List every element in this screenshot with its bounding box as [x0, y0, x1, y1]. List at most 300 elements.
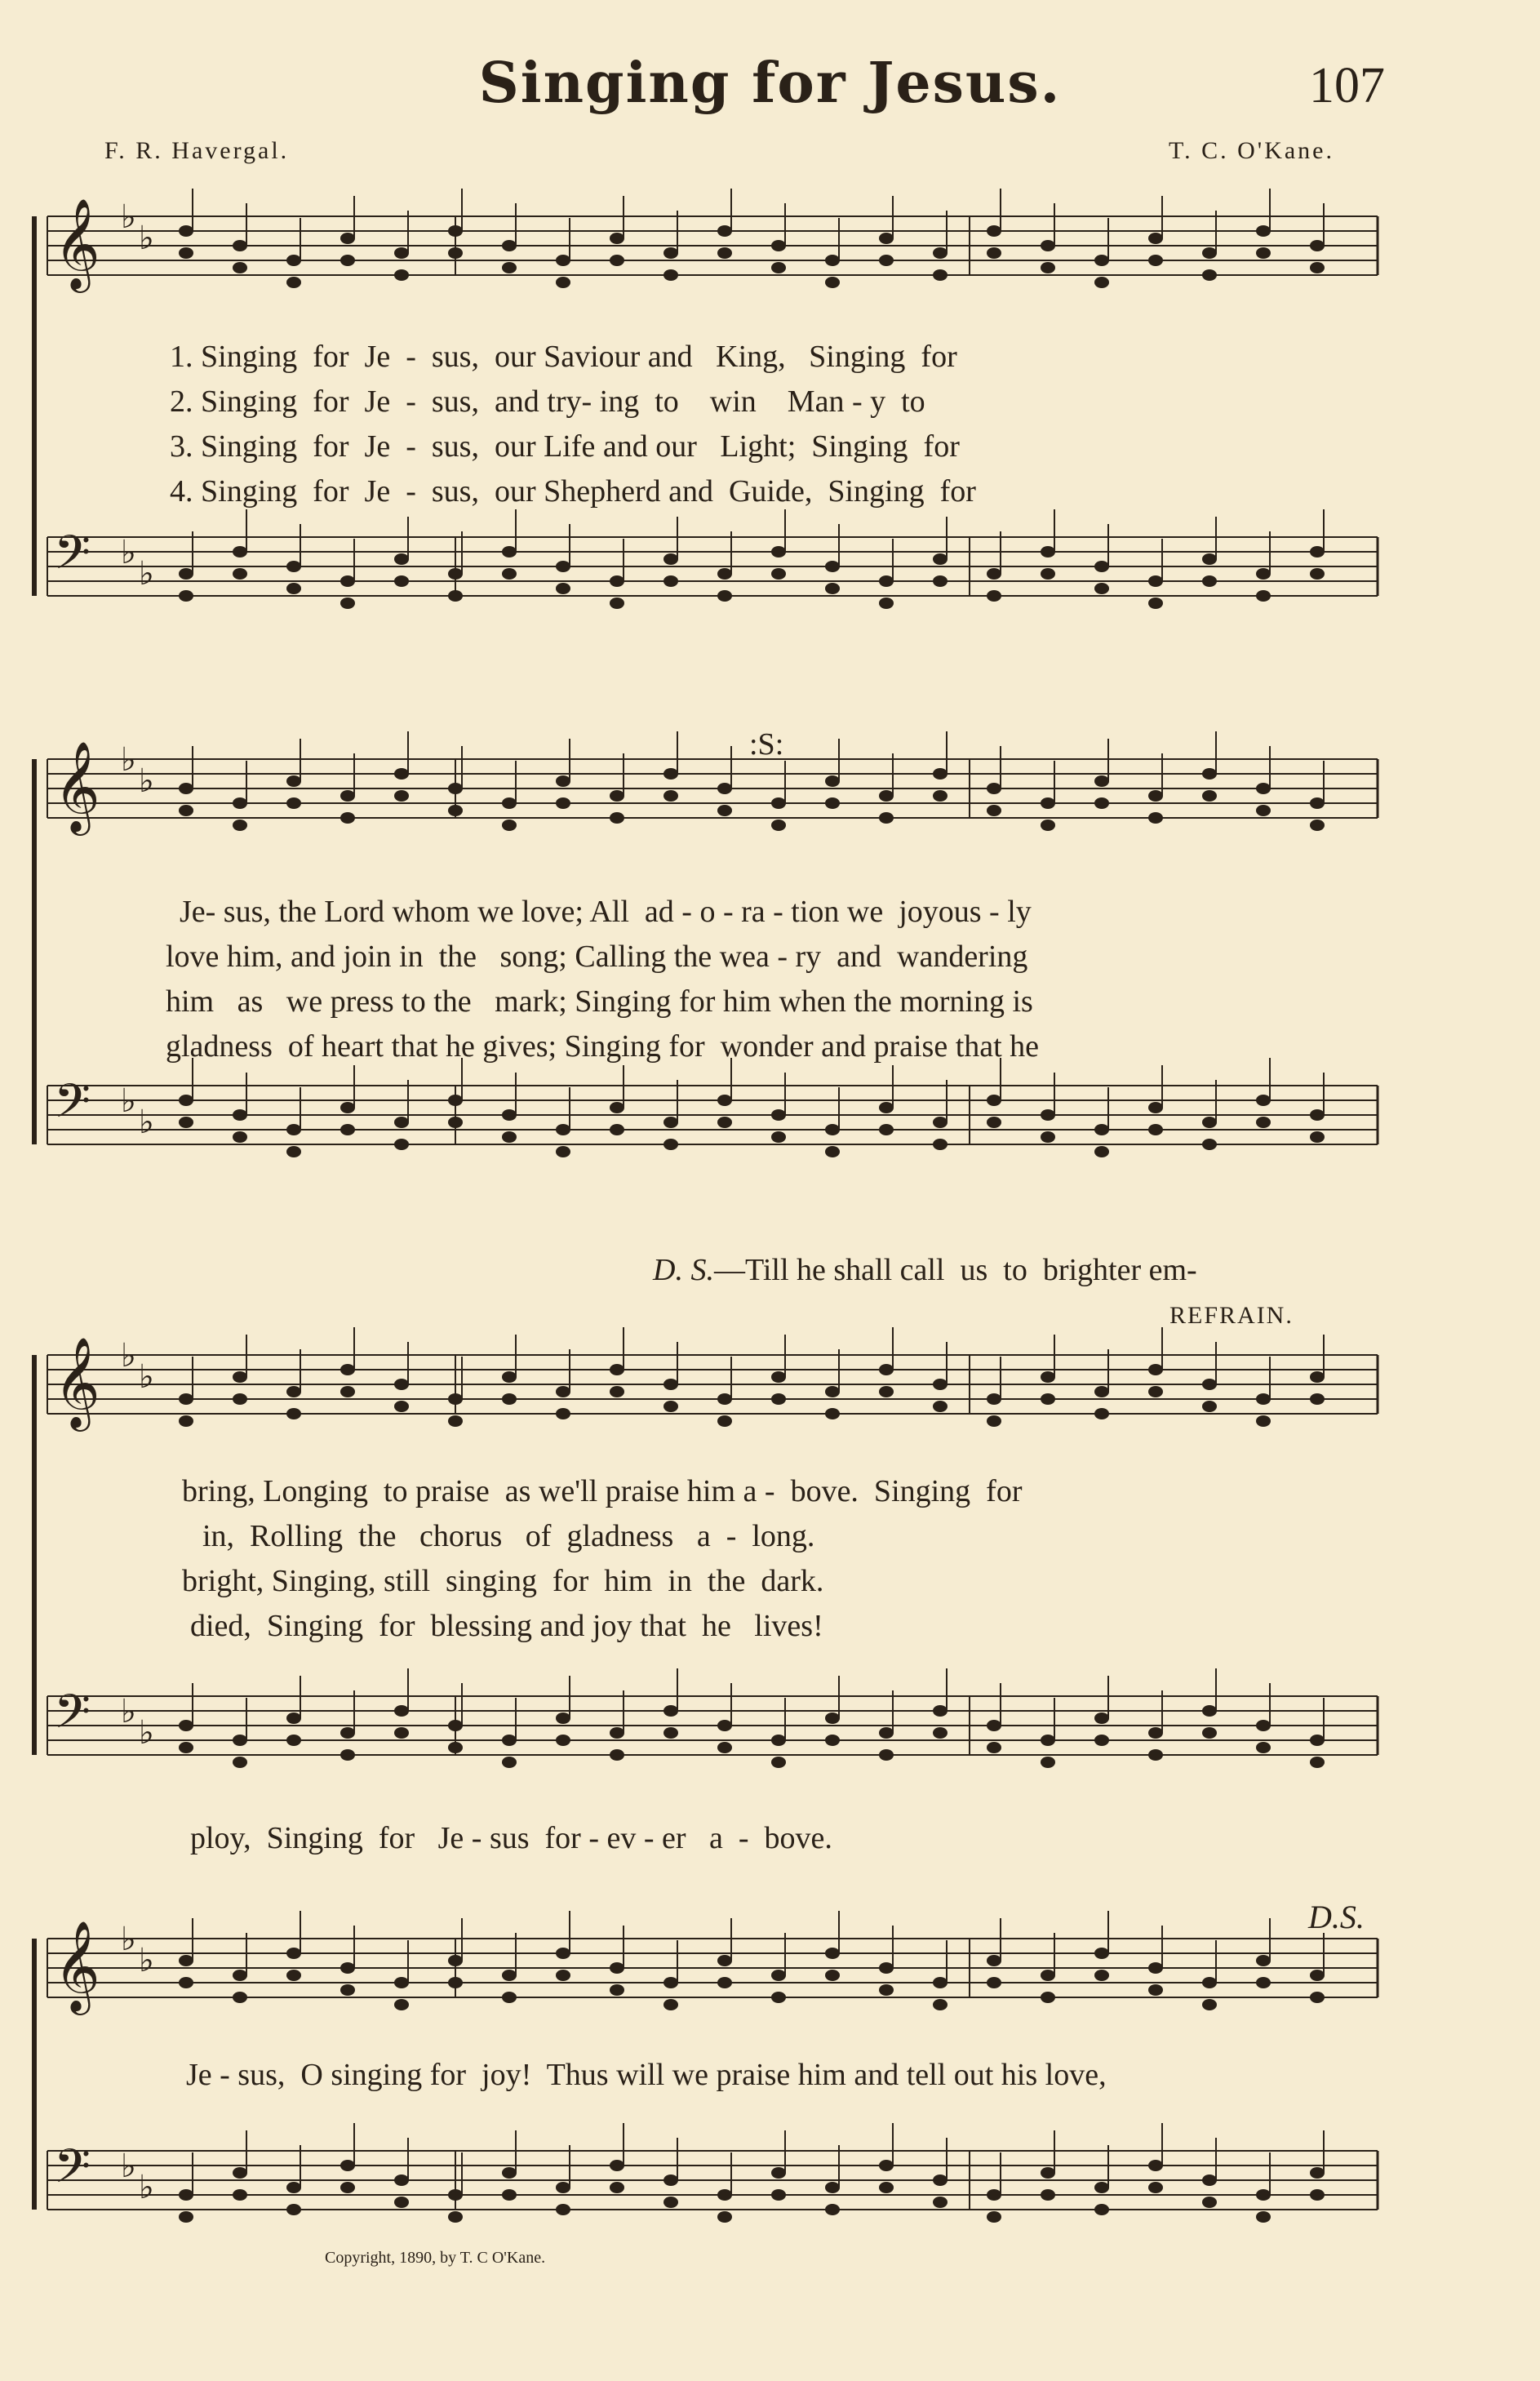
- notehead: [179, 247, 193, 259]
- notehead: [394, 1977, 409, 1988]
- notehead: [286, 1146, 301, 1157]
- notehead: [1310, 1371, 1325, 1383]
- notehead: [987, 590, 1001, 602]
- notehead: [825, 1146, 840, 1157]
- notehead: [1041, 1109, 1055, 1121]
- notehead: [1256, 1393, 1271, 1405]
- notehead: [1094, 1386, 1109, 1397]
- notehead: [1041, 1970, 1055, 1981]
- verse-line-3: bright, Singing, still singing for him in the dark.: [182, 1564, 824, 1598]
- notehead: [717, 2189, 732, 2201]
- notehead: [987, 1955, 1001, 1966]
- notehead: [771, 1393, 786, 1405]
- notehead: [933, 1379, 948, 1390]
- notehead: [1202, 1977, 1217, 1988]
- notehead: [1041, 797, 1055, 809]
- notehead: [1310, 820, 1325, 831]
- notehead: [663, 2197, 678, 2208]
- notehead: [1041, 2189, 1055, 2201]
- notehead: [717, 1742, 732, 1753]
- treble-clef-icon: 𝄞: [54, 1336, 100, 1428]
- notehead: [1041, 1131, 1055, 1143]
- notehead: [987, 225, 1001, 237]
- notehead: [879, 1962, 894, 1974]
- notehead: [340, 1102, 355, 1113]
- notehead: [987, 783, 1001, 794]
- composer-credit: T. C. O'Kane.: [1169, 137, 1334, 164]
- notehead: [286, 2204, 301, 2215]
- notehead: [1148, 812, 1163, 824]
- notehead: [987, 1117, 1001, 1128]
- notehead: [1094, 1948, 1109, 1959]
- notehead: [610, 1364, 624, 1375]
- notehead: [286, 1386, 301, 1397]
- notehead: [394, 1379, 409, 1390]
- notehead: [879, 790, 894, 802]
- segno-sign: :S:: [749, 727, 784, 762]
- notehead: [448, 590, 463, 602]
- notehead: [448, 1117, 463, 1128]
- notehead: [933, 1139, 948, 1150]
- notehead: [1148, 1386, 1163, 1397]
- notehead: [663, 1139, 678, 1150]
- notehead: [663, 1705, 678, 1717]
- flat-icon: ♭: [139, 555, 154, 593]
- bass-staff: [47, 509, 1378, 609]
- notehead: [771, 1109, 786, 1121]
- author-credit: F. R. Havergal.: [104, 137, 290, 164]
- notehead: [1148, 2182, 1163, 2193]
- notehead: [556, 583, 570, 594]
- notehead: [340, 1386, 355, 1397]
- notehead: [771, 797, 786, 809]
- bass-staff: [47, 2123, 1378, 2223]
- notehead: [663, 269, 678, 281]
- notehead: [1094, 1408, 1109, 1419]
- notehead: [663, 1379, 678, 1390]
- notehead: [1202, 1705, 1217, 1717]
- copyright-notice: Copyright, 1890, by T. C O'Kane.: [325, 2249, 546, 2267]
- notehead: [1094, 561, 1109, 572]
- notehead: [825, 1386, 840, 1397]
- notehead: [987, 247, 1001, 259]
- notehead: [502, 1393, 517, 1405]
- treble-staff: [47, 731, 1378, 836]
- notehead: [1041, 568, 1055, 580]
- notehead: [610, 1984, 624, 1996]
- notehead: [1094, 2182, 1109, 2193]
- notehead: [1256, 805, 1271, 816]
- notehead: [233, 1109, 247, 1121]
- notehead: [502, 1757, 517, 1768]
- notehead: [233, 240, 247, 251]
- notehead: [502, 1371, 517, 1383]
- notehead: [771, 1371, 786, 1383]
- notehead: [233, 1757, 247, 1768]
- notehead: [179, 1415, 193, 1427]
- notehead: [610, 1124, 624, 1135]
- notehead: [879, 2160, 894, 2171]
- ds-label: D. S.: [653, 1253, 714, 1287]
- notehead: [394, 553, 409, 565]
- notehead: [340, 1749, 355, 1761]
- notehead: [933, 2197, 948, 2208]
- notehead: [717, 247, 732, 259]
- notehead: [717, 2211, 732, 2223]
- notehead: [1041, 262, 1055, 273]
- notehead: [448, 225, 463, 237]
- notehead: [1148, 1749, 1163, 1761]
- notehead: [394, 247, 409, 259]
- notehead: [1202, 1139, 1217, 1150]
- notehead: [1148, 1102, 1163, 1113]
- notehead: [556, 255, 570, 266]
- notehead: [933, 1727, 948, 1739]
- notehead: [1202, 553, 1217, 565]
- notehead: [717, 1095, 732, 1106]
- notehead: [717, 805, 732, 816]
- notehead: [879, 255, 894, 266]
- notehead: [448, 1742, 463, 1753]
- refrain-label: REFRAIN.: [1169, 1302, 1294, 1329]
- treble-staff: [47, 1327, 1378, 1432]
- notehead: [1310, 2189, 1325, 2201]
- notehead: [771, 568, 786, 580]
- notehead: [1202, 1401, 1217, 1412]
- notehead: [1094, 775, 1109, 787]
- notehead: [610, 255, 624, 266]
- notehead: [179, 1393, 193, 1405]
- notehead: [717, 783, 732, 794]
- notehead: [987, 1720, 1001, 1731]
- notehead: [233, 1735, 247, 1746]
- notehead: [556, 1712, 570, 1724]
- notehead: [394, 1401, 409, 1412]
- notehead: [179, 1117, 193, 1128]
- notehead: [663, 1117, 678, 1128]
- notehead: [1310, 262, 1325, 273]
- notehead: [1148, 255, 1163, 266]
- flat-icon: ♭: [121, 741, 136, 779]
- notehead: [1256, 1720, 1271, 1731]
- notehead: [556, 797, 570, 809]
- notehead: [933, 768, 948, 780]
- notehead: [502, 1109, 517, 1121]
- notehead: [717, 1117, 732, 1128]
- notehead: [286, 1948, 301, 1959]
- notehead: [717, 590, 732, 602]
- notehead: [663, 2174, 678, 2186]
- notehead: [286, 1124, 301, 1135]
- notehead: [1041, 1735, 1055, 1746]
- notehead: [286, 561, 301, 572]
- notehead: [394, 1999, 409, 2010]
- notehead: [1202, 2174, 1217, 2186]
- notehead: [340, 1962, 355, 1974]
- notehead: [1094, 1146, 1109, 1157]
- notehead: [610, 1727, 624, 1739]
- verse-line-2: in, Rolling the chorus of gladness a - long.: [202, 1519, 815, 1553]
- ds-mark: D.S.: [1308, 1899, 1365, 1935]
- notehead: [556, 2204, 570, 2215]
- notehead: [771, 2189, 786, 2201]
- notehead: [663, 1727, 678, 1739]
- notehead: [556, 561, 570, 572]
- notehead: [663, 247, 678, 259]
- notehead: [663, 790, 678, 802]
- notehead: [286, 277, 301, 288]
- notehead: [1041, 1992, 1055, 2003]
- notehead: [233, 568, 247, 580]
- notehead: [987, 1393, 1001, 1405]
- notehead: [1256, 225, 1271, 237]
- notehead: [502, 2167, 517, 2179]
- notehead: [286, 583, 301, 594]
- notehead: [179, 1977, 193, 1988]
- notehead: [879, 597, 894, 609]
- ds-lyric-text: —Till he shall call us to brighter em-: [713, 1253, 1197, 1287]
- notehead: [233, 262, 247, 273]
- notehead: [286, 1408, 301, 1419]
- verse-line-1: bring, Longing to praise as we'll praise him a - bove. Singing for: [182, 1474, 1023, 1508]
- notehead: [987, 1977, 1001, 1988]
- notehead: [987, 1415, 1001, 1427]
- notehead: [771, 546, 786, 557]
- notehead: [394, 1727, 409, 1739]
- music-system-1: [31, 196, 1386, 653]
- notehead: [556, 1970, 570, 1981]
- notehead: [933, 1977, 948, 1988]
- notehead: [1148, 790, 1163, 802]
- notehead: [1310, 797, 1325, 809]
- notehead: [340, 812, 355, 824]
- notehead: [1148, 575, 1163, 587]
- notehead: [879, 812, 894, 824]
- notehead: [1256, 1977, 1271, 1988]
- notehead: [394, 1705, 409, 1717]
- notehead: [1094, 583, 1109, 594]
- notehead: [233, 2189, 247, 2201]
- notehead: [448, 805, 463, 816]
- notehead: [448, 1977, 463, 1988]
- notehead: [717, 568, 732, 580]
- notehead: [663, 1999, 678, 2010]
- treble-staff: [47, 189, 1378, 293]
- notehead: [233, 1371, 247, 1383]
- notehead: [1256, 1415, 1271, 1427]
- notehead: [1148, 597, 1163, 609]
- notehead: [1202, 2197, 1217, 2208]
- notehead: [933, 1117, 948, 1128]
- notehead: [825, 2204, 840, 2215]
- notehead: [1094, 2204, 1109, 2215]
- notehead: [1041, 2167, 1055, 2179]
- notehead: [1256, 1117, 1271, 1128]
- treble-clef-icon: 𝄞: [54, 1920, 100, 2011]
- notehead: [825, 255, 840, 266]
- notehead: [233, 1992, 247, 2003]
- notehead: [556, 277, 570, 288]
- notehead: [179, 805, 193, 816]
- notehead: [1148, 1962, 1163, 1974]
- notehead: [879, 575, 894, 587]
- flat-icon: ♭: [121, 1921, 136, 1958]
- notehead: [179, 2211, 193, 2223]
- notehead: [1094, 255, 1109, 266]
- flat-icon: ♭: [139, 2169, 154, 2206]
- notehead: [1202, 1117, 1217, 1128]
- notehead: [771, 1735, 786, 1746]
- notehead: [179, 1720, 193, 1731]
- notehead: [1256, 2189, 1271, 2201]
- notehead: [340, 233, 355, 244]
- notehead: [448, 1393, 463, 1405]
- flat-icon: ♭: [121, 1082, 136, 1120]
- flat-icon: ♭: [139, 220, 154, 257]
- notehead: [933, 1401, 948, 1412]
- treble-clef-icon: 𝄞: [54, 198, 100, 289]
- notehead: [771, 820, 786, 831]
- notehead: [1148, 1727, 1163, 1739]
- notehead: [610, 1386, 624, 1397]
- notehead: [179, 225, 193, 237]
- notehead: [879, 1386, 894, 1397]
- notehead: [1310, 1992, 1325, 2003]
- notehead: [771, 2167, 786, 2179]
- notehead: [1202, 269, 1217, 281]
- notehead: [179, 2189, 193, 2201]
- notehead: [502, 2189, 517, 2201]
- notehead: [825, 2182, 840, 2193]
- notehead: [610, 2182, 624, 2193]
- notehead: [825, 1735, 840, 1746]
- notehead: [825, 1948, 840, 1959]
- notehead: [233, 797, 247, 809]
- notehead: [933, 790, 948, 802]
- notehead: [556, 1948, 570, 1959]
- flat-icon: ♭: [121, 1693, 136, 1730]
- notehead: [1202, 247, 1217, 259]
- notehead: [987, 568, 1001, 580]
- flat-icon: ♭: [139, 1104, 154, 1141]
- notehead: [717, 1415, 732, 1427]
- notehead: [179, 590, 193, 602]
- notehead: [286, 255, 301, 266]
- notehead: [1256, 247, 1271, 259]
- notehead: [394, 1139, 409, 1150]
- notehead: [286, 1712, 301, 1724]
- notehead: [879, 1102, 894, 1113]
- notehead: [556, 1146, 570, 1157]
- notehead: [233, 1393, 247, 1405]
- notehead: [1310, 1393, 1325, 1405]
- notehead: [1041, 1371, 1055, 1383]
- bass-clef-icon: 𝄢: [54, 1684, 91, 1751]
- flat-icon: ♭: [121, 2148, 136, 2185]
- notehead: [610, 233, 624, 244]
- notehead: [1041, 1757, 1055, 1768]
- notehead: [610, 812, 624, 824]
- notehead: [1148, 1984, 1163, 1996]
- notehead: [663, 768, 678, 780]
- notehead: [179, 1095, 193, 1106]
- notehead: [771, 1992, 786, 2003]
- notehead: [340, 575, 355, 587]
- notehead: [448, 568, 463, 580]
- notehead: [879, 1984, 894, 1996]
- notehead: [286, 2182, 301, 2193]
- notehead: [663, 1401, 678, 1412]
- notehead: [1148, 1364, 1163, 1375]
- notehead: [556, 775, 570, 787]
- treble-staff: [47, 1911, 1378, 2015]
- notehead: [1310, 1109, 1325, 1121]
- notehead: [771, 1131, 786, 1143]
- notehead: [340, 597, 355, 609]
- notehead: [1256, 2211, 1271, 2223]
- notehead: [1256, 1095, 1271, 1106]
- notehead: [825, 583, 840, 594]
- notehead: [1202, 1999, 1217, 2010]
- notehead: [717, 1720, 732, 1731]
- notehead: [502, 568, 517, 580]
- notehead: [933, 269, 948, 281]
- verse-line-3: 3. Singing for Je - sus, our Life and our Light; Singing for: [170, 429, 960, 464]
- notehead: [448, 1415, 463, 1427]
- notehead: [933, 2174, 948, 2186]
- notehead: [825, 1408, 840, 1419]
- notehead: [394, 575, 409, 587]
- notehead: [987, 1742, 1001, 1753]
- notehead: [394, 790, 409, 802]
- notehead: [610, 1962, 624, 1974]
- notehead: [610, 2160, 624, 2171]
- notehead: [556, 1124, 570, 1135]
- notehead: [879, 1727, 894, 1739]
- notehead: [717, 1977, 732, 1988]
- score-staves-1: [31, 196, 1386, 653]
- notehead: [286, 1970, 301, 1981]
- bass-staff: [47, 1668, 1378, 1768]
- notehead: [771, 262, 786, 273]
- bass-staff: [47, 1058, 1378, 1157]
- notehead: [1256, 590, 1271, 602]
- notehead: [502, 262, 517, 273]
- bass-clef-icon: 𝄢: [54, 2139, 91, 2206]
- notehead: [502, 1735, 517, 1746]
- notehead: [717, 225, 732, 237]
- notehead: [1310, 1970, 1325, 1981]
- notehead: [1256, 1955, 1271, 1966]
- notehead: [340, 1727, 355, 1739]
- notehead: [340, 2182, 355, 2193]
- flat-icon: ♭: [139, 1942, 154, 1979]
- notehead: [610, 790, 624, 802]
- notehead: [987, 1095, 1001, 1106]
- verse-line-3: him as we press to the mark; Singing for him when the morning is: [166, 984, 1033, 1019]
- notehead: [879, 1364, 894, 1375]
- notehead: [663, 1977, 678, 1988]
- notehead: [771, 1970, 786, 1981]
- notehead: [825, 1124, 840, 1135]
- notehead: [1094, 277, 1109, 288]
- notehead: [340, 2160, 355, 2171]
- notehead: [933, 575, 948, 587]
- notehead: [286, 775, 301, 787]
- flat-icon: ♭: [139, 1714, 154, 1752]
- page-number: 107: [1309, 58, 1385, 113]
- verse-line-1: Je - sus, O singing for joy! Thus will we praise him and tell out his love,: [186, 2058, 1107, 2092]
